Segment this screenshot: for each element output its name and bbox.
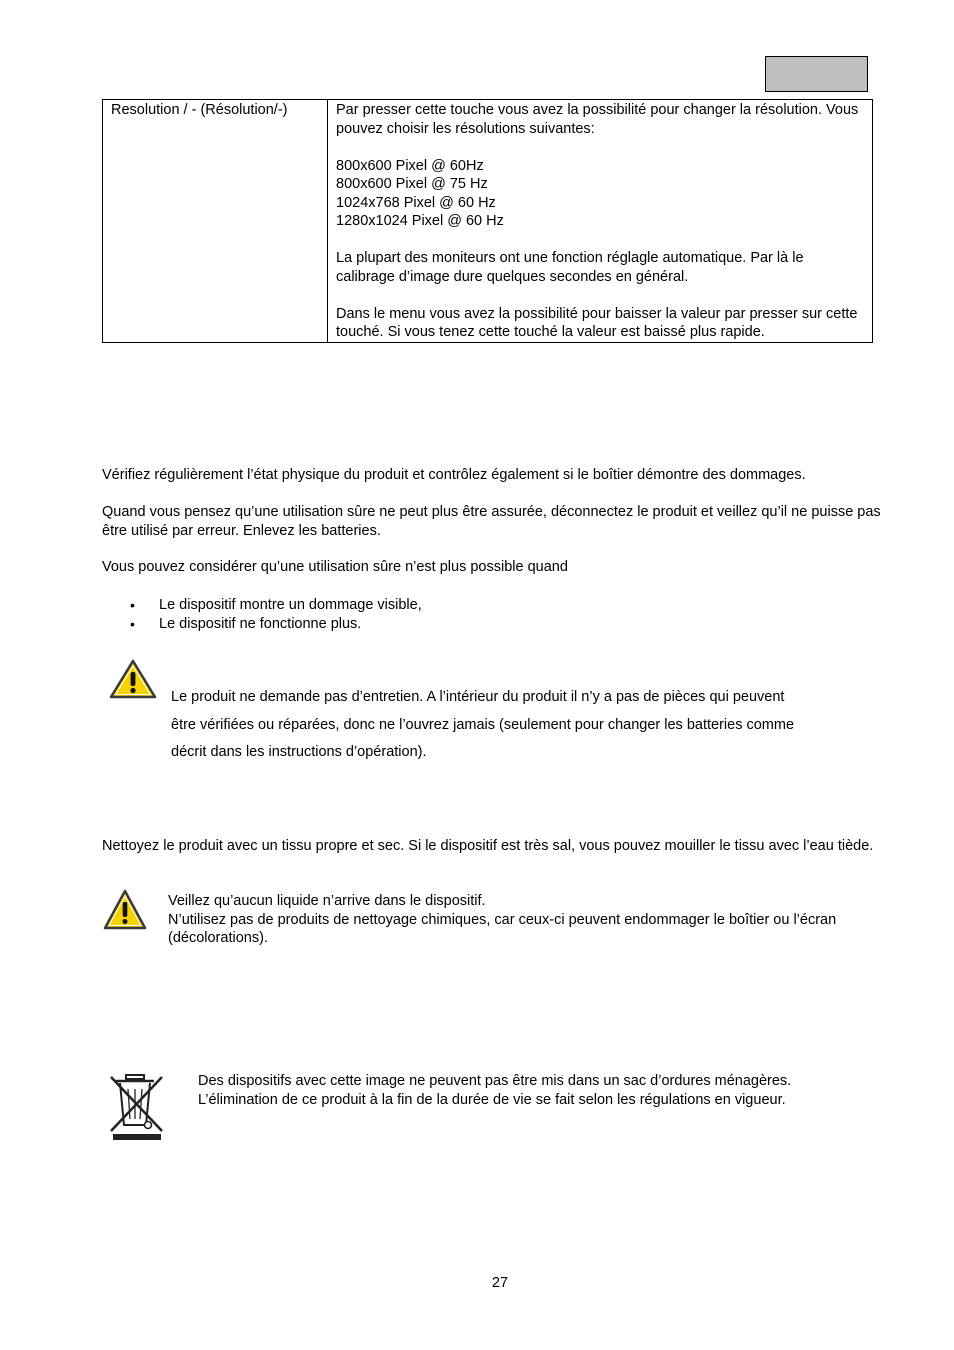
disposal-line: L’élimination de ce produit à la fin de la durée de vie se fait selon les régulations en vigueur.	[198, 1091, 786, 1108]
crossed-bin-icon	[108, 1073, 166, 1149]
warning-triangle-icon	[103, 889, 147, 937]
maintenance-line: décrit dans les instructions d’opération).	[171, 744, 427, 760]
resolution-option: 1024x768 Pixel @ 60 Hz	[336, 194, 496, 211]
resolution-intro: Par presser cette touche vous avez la possibilité pour changer la résolution. Vous pouvez choisir les résolutions suivantes:	[336, 102, 859, 137]
disposal-text	[198, 1072, 898, 1109]
resolution-option: 800x600 Pixel @ 60Hz	[336, 157, 484, 174]
table-label-cell	[103, 100, 328, 343]
safety-paragraph-1: Vérifiez régulièrement l’état physique du produit et contrôlez également si le boîtier démontre des dommages.	[102, 467, 806, 483]
resolution-label: Resolution / - (Résolution/-)	[111, 102, 288, 118]
maintenance-warning-text	[171, 684, 891, 767]
table-row	[103, 100, 873, 343]
cleaning-paragraph: Nettoyez le produit avec un tissu propre et sec. Si le dispositif est très sal, vous pouvez mouiller le tissu avec l’eau tiède.	[102, 838, 874, 854]
list-item: • Le dispositif montre un dommage visible,	[102, 596, 802, 615]
safety-bullet-list	[102, 596, 802, 634]
menu-note: Dans le menu vous avez la possibilité pour baisser la valeur par presser sur cette touché. Si vous tenez cette touché la valeur est baissé plus rapide.	[336, 305, 858, 340]
safety-paragraph-3: Vous pouvez considérer qu’une utilisation sûre n’est plus possible quand	[102, 559, 568, 575]
disposal-line: Des dispositifs avec cette image ne peuvent pas être mis dans un sac d’ordures ménagères.	[198, 1073, 792, 1089]
cleaning-warning-text	[168, 892, 888, 948]
auto-adjust-note: La plupart des moniteurs ont une fonction réglagle automatique. Par là le calibrage d’image dure quelques secondes en général.	[336, 250, 804, 285]
table-description-cell	[328, 100, 873, 343]
maintenance-line: être vérifiées ou réparées, donc ne l’ouvrez jamais (seulement pour changer les batteries comme	[171, 716, 795, 733]
list-item: • Le dispositif ne fonctionne plus.	[102, 615, 802, 634]
cleaning-warning-line: N’utilisez pas de produits de nettoyage chimiques, car ceux-ci peuvent endommager le boîtier ou l’écran (décolorations).	[168, 911, 837, 946]
resolution-option: 1280x1024 Pixel @ 60 Hz	[336, 213, 504, 229]
cleaning-warning-line: Veillez qu’aucun liquide n’arrive dans le dispositif.	[168, 893, 486, 909]
page-number: 27	[491, 1275, 509, 1291]
warning-triangle-icon	[109, 659, 157, 705]
resolution-table	[102, 99, 873, 343]
maintenance-line: Le produit ne demande pas d’entretien. A l’intérieur du produit il n’y a pas de pièces qui peuvent	[171, 689, 785, 705]
safety-paragraph-2: Quand vous pensez qu’une utilisation sûre ne peut plus être assurée, déconnectez le produit et veillez qu’il ne puisse pas être utilisé par erreur. Enlevez les batteries.	[102, 504, 881, 539]
language-tab-box	[765, 56, 868, 92]
resolution-option: 800x600 Pixel @ 75 Hz	[336, 176, 488, 192]
